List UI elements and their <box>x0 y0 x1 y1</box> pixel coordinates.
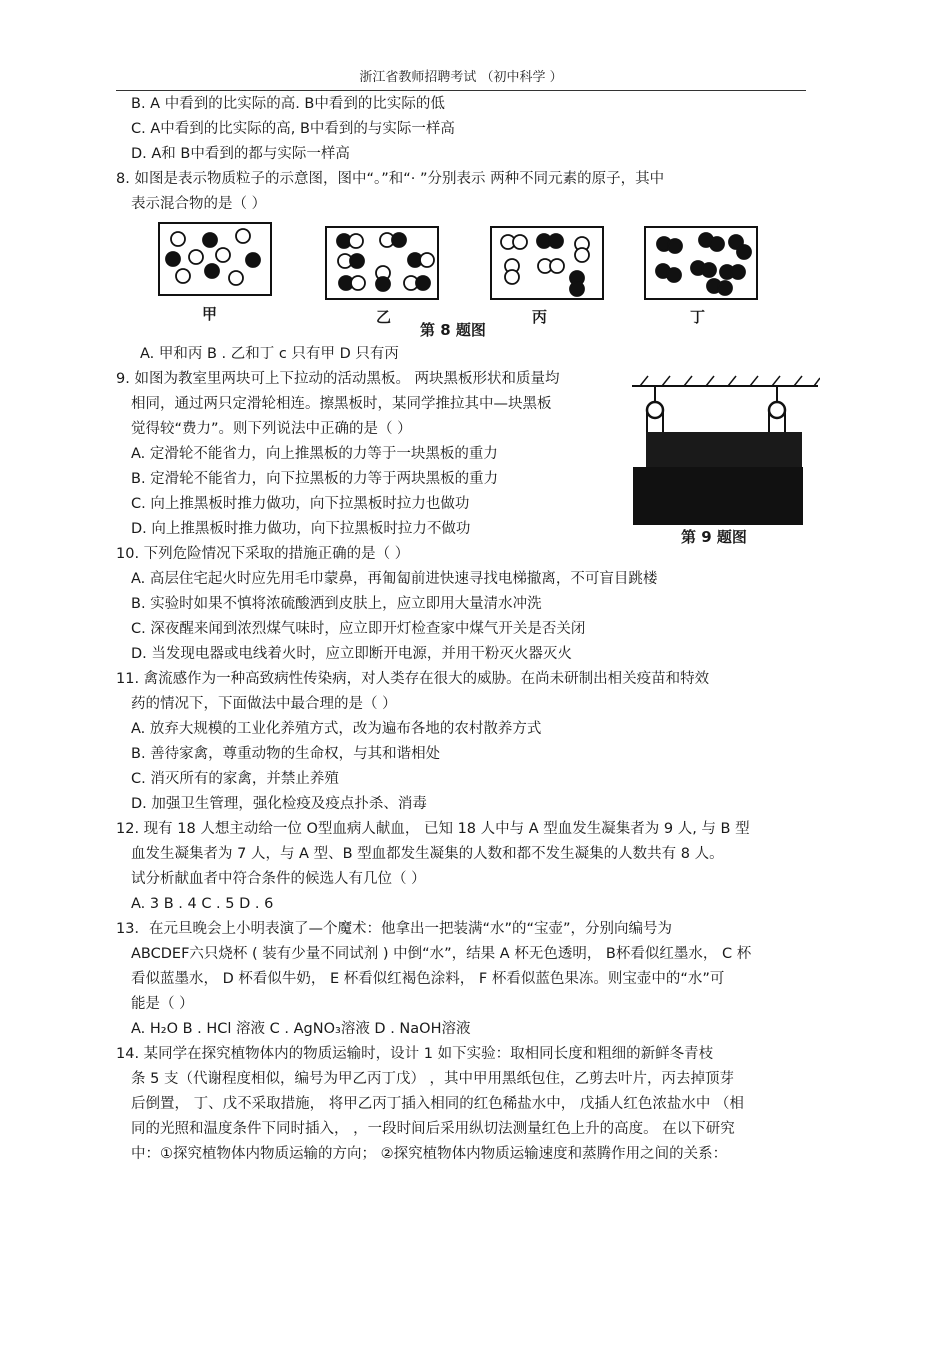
q13-options: A. H₂O B . HCl 溶液 C . AgNO₃溶液 D . NaOH溶液 <box>131 1021 471 1037</box>
q9-option-c: C. 向上推黑板时推力做功，向下拉黑板时拉力也做功 <box>131 496 470 512</box>
q14-stem-line4: 同的光照和温度条件下同时插入， ，一段时间后采用纵切法测量红色上升的高度。 在以下研究 <box>131 1121 735 1137</box>
q7-option-b: B. A 中看到的比实际的高. B中看到的比实际的低 <box>131 96 445 112</box>
q9-stem-line2: 相同，通过两只定滑轮相连。擦黑板时，某同学推拉其中—块黑板 <box>131 396 552 412</box>
q9-stem-line3: 觉得较“费力”。则下列说法中正确的是（ ） <box>131 421 412 437</box>
q11-option-d: D. 加强卫生管理，强化检疫及疫点扑杀、消毒 <box>131 796 427 812</box>
page-header: 浙江省教师招聘考试 （初中科学 ） <box>359 70 563 85</box>
q8-stem-line2: 表示混合物的是（ ） <box>131 196 267 212</box>
q12-stem-line3: 试分析献血者中符合条件的候选人有几位（ ） <box>131 871 426 887</box>
q14-stem-line5: 中：①探究植物体内物质运输的方向； ②探究植物体内物质运输速度和蒸腾作用之间的关系： <box>131 1146 728 1162</box>
particles-ding <box>646 228 756 298</box>
q8-figure-caption: 第 8 题图 <box>420 321 486 339</box>
q13-stem-line2: ABCDEF六只烧杯 ( 装有少量不同试剂 ) 中倒“水”，结果 A 杯无色透明， B杯看似红墨水， C 杯 <box>131 946 752 962</box>
particles-yi <box>327 228 437 298</box>
particle-box-yi <box>325 226 439 300</box>
q11-option-c: C. 消灭所有的家禽，并禁止养殖 <box>131 771 339 787</box>
q8-stem-line1: 8. 如图是表示物质粒子的示意图，图中“。”和“· ”分别表示 两种不同元素的原子，其中 <box>116 171 665 187</box>
particles-bing <box>492 228 602 298</box>
q8-options: A. 甲和丙 B . 乙和丁 c 只有甲 D 只有丙 <box>140 346 399 362</box>
particle-box-jia <box>158 222 272 296</box>
particle-box-bing <box>490 226 604 300</box>
header-rule <box>116 90 806 91</box>
q11-stem-line2: 药的情况下，下面做法中最合理的是（ ） <box>131 696 397 712</box>
q11-option-b: B. 善待家禽，尊重动物的生命权，与其和谐相处 <box>131 746 441 762</box>
q14-stem-line1: 14. 某同学在探究植物体内的物质运输时，设计 1 如下实验：取相同长度和粗细的新鲜冬青枝 <box>116 1046 714 1062</box>
q10-option-a: A. 高层住宅起火时应先用毛巾蒙鼻，再匍匐前进快速寻找电梯撤离，不可盲目跳楼 <box>131 571 658 587</box>
q12-options: A. 3 B . 4 C . 5 D . 6 <box>131 896 274 912</box>
panel-label-ding: 丁 <box>690 308 706 326</box>
q9-option-a: A. 定滑轮不能省力，向上推黑板的力等于一块黑板的重力 <box>131 446 498 462</box>
q12-stem-line2: 血发生凝集者为 7 人，与 A 型、B 型血都发生凝集的人数和都不发生凝集的人数共有 8 人。 <box>131 846 724 862</box>
q7-option-d: D. A和 B中看到的都与实际一样高 <box>131 146 350 162</box>
q9-option-b: B. 定滑轮不能省力，向下拉黑板的力等于两块黑板的重力 <box>131 471 499 487</box>
q9-figure-caption: 第 9 题图 <box>681 528 747 546</box>
q9-option-d: D. 向上推黑板时推力做功，向下拉黑板时拉力不做功 <box>131 521 471 537</box>
q11-stem-line1: 11. 禽流感作为一种高致病性传染病，对人类存在很大的威胁。在尚未研制出相关疫苗和特效 <box>116 671 710 687</box>
q11-option-a: A. 放弃大规模的工业化养殖方式，改为遍布各地的农村散养方式 <box>131 721 542 737</box>
q14-stem-line2: 条 5 支（代谢程度相似，编号为甲乙丙丁戊） ，其中甲用黑纸包住，乙剪去叶片，丙去掉顶芽 <box>131 1071 735 1087</box>
particles-jia <box>160 224 270 294</box>
panel-label-bing: 丙 <box>532 308 548 326</box>
q13-stem-line1: 13．在元旦晚会上小明表演了—个魔术：他拿出一把装满“水”的“宝壶”，分别向编号为 <box>116 921 672 937</box>
panel-label-yi: 乙 <box>376 308 392 326</box>
q14-stem-line3: 后倒置， 丁、戊不采取措施， 将甲乙丙丁插入相同的红色稀盐水中， 戊插人红色浓盐水中 （相 <box>131 1096 744 1112</box>
particle-box-ding <box>644 226 758 300</box>
q13-stem-line3: 看似蓝墨水， D 杯看似牛奶， E 杯看似红褐色涂料， F 杯看似蓝色果冻。则宝壶中的“水”可 <box>131 971 725 987</box>
q9-stem-line1: 9. 如图为教室里两块可上下拉动的活动黑板。 两块黑板形状和质量均 <box>116 371 560 387</box>
q13-stem-line4: 能是（ ） <box>131 996 194 1012</box>
q10-option-c: C. 深夜醒来闻到浓烈煤气味时，应立即开灯检查家中煤气开关是否关闭 <box>131 621 586 637</box>
q7-option-c: C. A中看到的比实际的高, B中看到的与实际一样高 <box>131 121 455 137</box>
q10-stem: 10. 下列危险情况下采取的措施正确的是（ ） <box>116 546 410 562</box>
q12-stem-line1: 12. 现有 18 人想主动给一位 O型血病人献血， 已知 18 人中与 A 型血发生凝集者为 9 人, 与 B 型 <box>116 821 750 837</box>
q10-option-d: D. 当发现电器或电线着火时，应立即断开电源，并用干粉灭火器灭火 <box>131 646 572 662</box>
q10-option-b: B. 实验时如果不慎将浓硫酸洒到皮肤上，应立即用大量清水冲洗 <box>131 596 542 612</box>
pulley-blackboard-diagram <box>628 374 820 534</box>
panel-label-jia: 甲 <box>202 305 218 323</box>
